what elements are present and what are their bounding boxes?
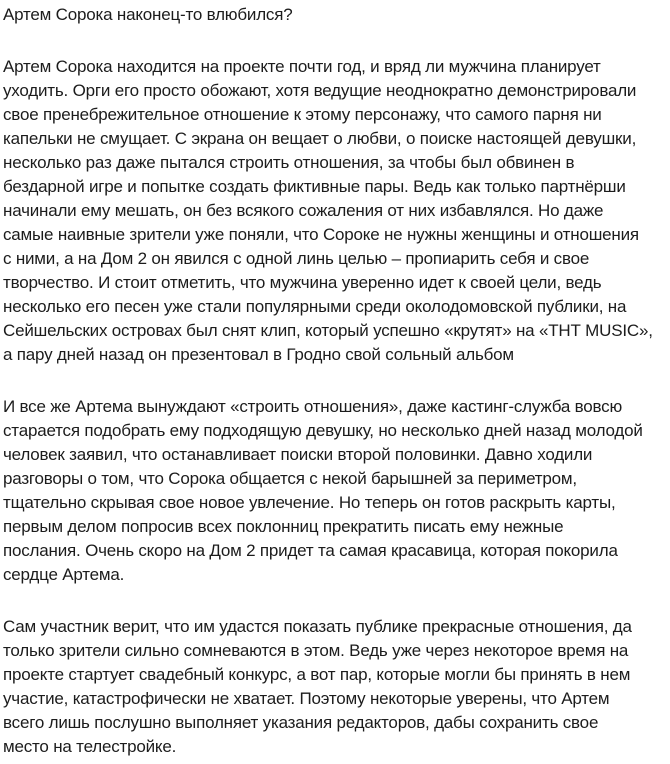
text-line: И все же Артема вынуждают «строить отношения», даже кастинг-служба вовсю xyxy=(3,397,623,416)
text-line: человек заявил, что останавливает поиски второй половинки. Давно ходили xyxy=(3,445,593,464)
paragraph xyxy=(3,615,670,759)
text-line: бездарной игре и попытке создать фиктивные пары. Ведь как только партнёрши xyxy=(3,177,626,196)
text-line: только зрители сильно сомневаются в этом. Ведь уже через некоторое время на xyxy=(3,641,629,660)
text-line: старается подобрать ему подходящую девушку, но несколько дней назад молодой xyxy=(3,421,643,440)
text-line: несколько его песен уже стали популярными среди околодомовской публики, на xyxy=(3,297,627,316)
text-line: Сам участник верит, что им удастся показать публике прекрасные отношения, да xyxy=(3,617,632,636)
text-line: свое пренебрежительное отношение к этому персонажу, что самого парня ни xyxy=(3,105,602,124)
text-line: проекте стартует свадебный конкурс, а вот пар, которые могли бы принять в нем xyxy=(3,665,631,684)
text-line: тщательно скрывая свое новое увлечение. Но теперь он готов раскрыть карты, xyxy=(3,493,616,512)
text-line: несколько раз даже пытался строить отношения, за чтобы был обвинен в xyxy=(3,153,575,172)
paragraph xyxy=(3,395,670,587)
text-line: начинали ему мешать, он без всякого сожаления от них избавлялся. Но даже xyxy=(3,201,604,220)
text-line: Сейшельских островах был снят клип, который успешно «крутят» на «ТНТ MUSIC», xyxy=(3,321,653,340)
text-line: послания. Очень скоро на Дом 2 придет та самая красавица, которая покорила xyxy=(3,541,618,560)
text-line: всего лишь послушно выполняет указания редакторов, дабы сохранить свое xyxy=(3,713,599,732)
text-line: капельки не смущает. С экрана он вещает о любви, о поиске настоящей девушки, xyxy=(3,129,637,148)
text-line: разговоры о том, что Сорока общается с некой барышней за периметром, xyxy=(3,469,577,488)
text-line: с ними, а на Дом 2 он явился с одной линь целью – пропиарить себя и свое xyxy=(3,249,590,268)
article-title xyxy=(3,3,670,27)
text-line: сердце Артема. xyxy=(3,565,125,584)
text-line: участие, катастрофически не хватает. Поэтому некоторые уверены, что Артем xyxy=(3,689,610,708)
paragraph xyxy=(3,55,670,367)
text-line: Артем Сорока находится на проекте почти год, и вряд ли мужчина планирует xyxy=(3,57,601,76)
text-line: а пару дней назад он презентовал в Гродно свой сольный альбом xyxy=(3,345,514,364)
text-line: место на телестройке. xyxy=(3,737,177,756)
text-line: первым делом попросив всех поклонниц прекратить писать ему нежные xyxy=(3,517,564,536)
title-text: Артем Сорока наконец-то влюбился? xyxy=(3,5,293,24)
text-line: уходить. Орги его просто обожают, хотя ведущие неоднократно демонстрировали xyxy=(3,81,637,100)
text-line: творчество. И стоит отметить, что мужчина уверенно идет к своей цели, ведь xyxy=(3,273,602,292)
text-line: самые наивные зрители уже поняли, что Сороке не нужны женщины и отношения xyxy=(3,225,639,244)
